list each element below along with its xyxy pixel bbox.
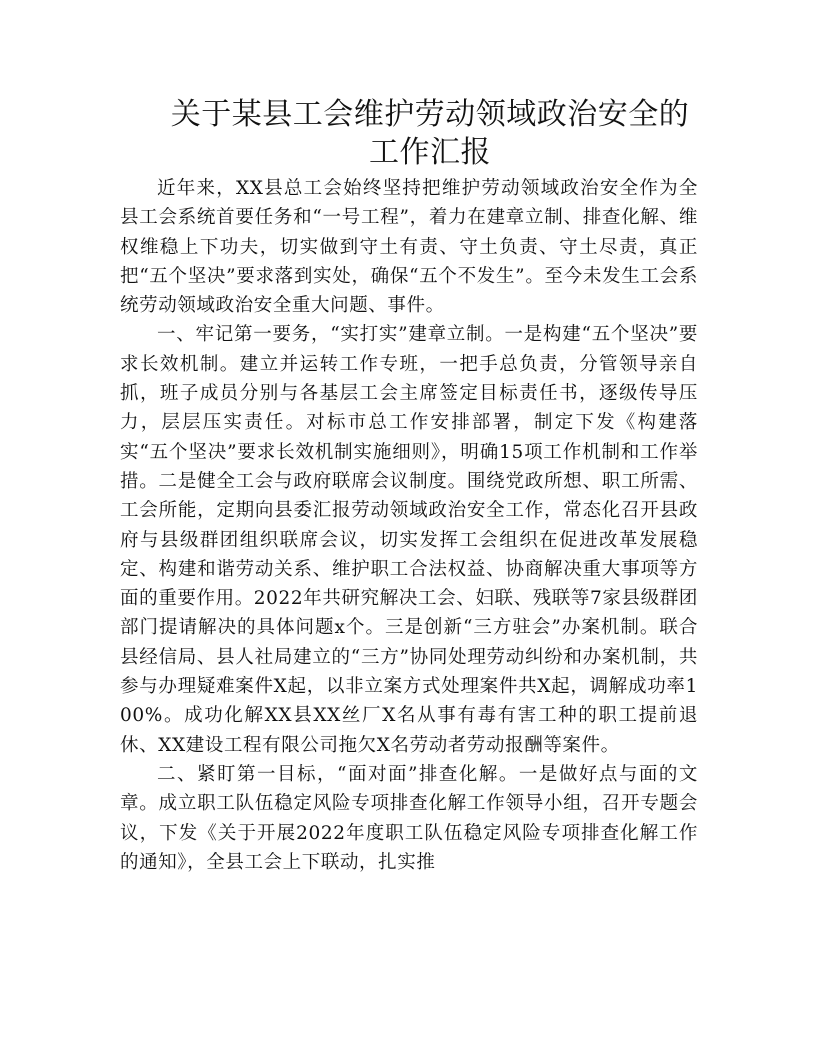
document-title: 关于某县工会维护劳动领域政治安全的工作汇报 bbox=[170, 97, 690, 170]
document-body bbox=[120, 174, 698, 877]
paragraph-intro: 近年来，XX县总工会始终坚持把维护劳动领域政治安全作为全县工会系统首要任务和“一号工程”，着力在建章立制、排查化解、维权维稳上下功夫，切实做到守土有责、守土负责、守土尽责，真正把“五个坚决”要求落到实处，确保“五个不发生”。至今未发生工会系统劳动领域政治安全重大问题、事件。 bbox=[120, 178, 698, 317]
paragraph-section-two: 二、紧盯第一目标，“面对面”排查化解。一是做好点与面的文章。成立职工队伍稳定风险专项排查化解工作领导小组，召开专题会议，下发《关于开展2022年度职工队伍稳定风险专项排查化解工作的通知》，全县工会上下联动，扎实推 bbox=[120, 763, 698, 873]
paragraph-section-one: 一、牢记第一要务，“实打实”建章立制。一是构建“五个坚决”要求长效机制。建立并运转工作专班，一把手总负责，分管领导亲自抓，班子成员分别与各基层工会主席签定目标责任书，逐级传导压力，层层压实责任。对标市总工作安排部署，制定下发《构建落实“五个坚决”要求长效机制实施细则》，明确15项工作机制和工作举措。二是健全工会与政府联席会议制度。围绕党政所想、职工所需、工会所能，定期向县委汇报劳动领域政治安全工作，常态化召开县政府与县级群团组织联席会议，切实发挥工会组织在促进改革发展稳定、构建和谐劳动关系、维护职工合法权益、协商解决重大事项等方面的重要作用。2022年共研究解决工会、妇联、残联等7家县级群团部门提请解决的具体问题x个。三是创新“三方驻会”办案机制。联合县经信局、县人社局建立的“三方”协同处理劳动纠纷和办案机制，共参与办理疑难案件X起，以非立案方式处理案件共X起，调解成功率100%。成功化解XX县XX丝厂X名从事有毒有害工种的职工提前退休、XX建设工程有限公司拖欠X名劳动者劳动报酬等案件。 bbox=[120, 324, 698, 756]
